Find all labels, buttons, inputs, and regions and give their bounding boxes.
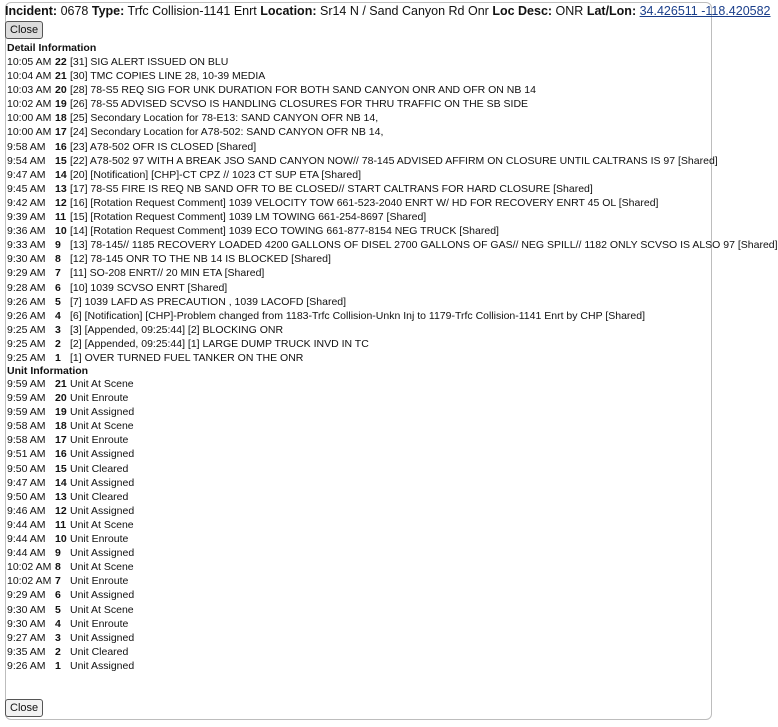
row-time: 9:59 AM (7, 378, 46, 390)
row-time: 9:30 AM (7, 253, 46, 266)
row-text: Unit At Scene (70, 561, 134, 574)
row-number: 12 (55, 504, 67, 517)
row-number: 22 (55, 56, 67, 68)
row-time: 10:05 AM (7, 56, 52, 68)
lat-lon-link[interactable]: 34.426511 -118.420582 (639, 4, 771, 18)
incident-number: 0678 (60, 4, 89, 18)
row-time: 9:47 AM (7, 168, 46, 181)
detail-row (7, 323, 778, 337)
detail-row (7, 266, 778, 280)
row-text: Unit Cleared (70, 645, 129, 658)
row-time: 9:58 AM (7, 434, 46, 447)
row-number: 8 (55, 561, 61, 574)
row-number: 21 (55, 70, 67, 83)
row-time: 9:42 AM (7, 196, 46, 209)
row-time: 9:25 AM (7, 351, 46, 364)
row-number: 16 (55, 140, 67, 153)
row-number: 21 (55, 378, 67, 390)
row-text: [3] [Appended, 09:25:44] [2] BLOCKING ONR (70, 323, 284, 336)
row-text: [17] 78-S5 FIRE IS REQ NB SAND OFR TO BE CLOSED// START CALTRANS FOR HARD CLOSURE [Shared] (70, 182, 593, 195)
row-number: 6 (55, 589, 61, 602)
row-text: Unit Assigned (70, 504, 135, 517)
row-time: 10:00 AM (7, 126, 52, 139)
detail-information-list (7, 55, 778, 365)
unit-row (7, 462, 134, 476)
row-time: 9:54 AM (7, 154, 46, 167)
row-text: [6] [Notification] [CHP]-Problem changed from 1183-Trfc Collision-Unkn Inj to 1179-Trfc Collision-1141 Enrt by CHP [Shared] (70, 309, 646, 322)
row-text: [1] OVER TURNED FUEL TANKER ON THE ONR (70, 351, 304, 364)
row-text: [28] 78-S5 REQ SIG FOR UNK DURATION FOR BOTH SAND CANYON ONR AND OFR ON NB 14 (70, 84, 536, 97)
row-number: 6 (55, 281, 61, 294)
row-time: 10:04 AM (7, 70, 52, 83)
detail-row (7, 295, 778, 309)
row-number: 1 (55, 351, 61, 364)
row-time: 9:50 AM (7, 490, 46, 503)
row-number: 4 (55, 617, 61, 630)
row-time: 9:47 AM (7, 476, 46, 489)
detail-row (7, 224, 778, 238)
loc-desc-value: ONR (555, 4, 584, 18)
unit-row (7, 560, 134, 574)
row-number: 14 (55, 476, 67, 489)
close-button-bottom[interactable]: Close (5, 699, 43, 717)
detail-row (7, 83, 778, 97)
detail-row (7, 154, 778, 168)
row-number: 18 (55, 112, 67, 125)
row-number: 14 (55, 168, 67, 181)
row-text: [12] 78-145 ONR TO THE NB 14 IS BLOCKED [Shared] (70, 253, 331, 266)
unit-row (7, 532, 134, 546)
row-text: Unit Assigned (70, 589, 135, 602)
row-number: 16 (55, 448, 67, 461)
row-number: 17 (55, 434, 67, 447)
unit-row (7, 518, 134, 532)
location-label: Location: (260, 4, 317, 18)
row-number: 3 (55, 323, 61, 336)
row-number: 7 (55, 267, 61, 280)
row-text: [31] SIG ALERT ISSUED ON BLU (70, 56, 229, 68)
row-number: 20 (55, 392, 67, 405)
row-time: 9:45 AM (7, 182, 46, 195)
row-text: Unit At Scene (70, 420, 134, 433)
row-number: 13 (55, 490, 67, 503)
row-number: 15 (55, 462, 67, 475)
row-number: 5 (55, 603, 61, 616)
row-text: Unit Enroute (70, 575, 129, 588)
row-time: 9:51 AM (7, 448, 46, 461)
detail-row (7, 196, 778, 210)
row-text: [10] 1039 SCVSO ENRT [Shared] (70, 281, 228, 294)
row-time: 9:44 AM (7, 533, 46, 546)
row-time: 9:33 AM (7, 239, 46, 252)
row-text: [24] Secondary Location for A78-502: SAND CANYON OFR NB 14, (70, 126, 384, 139)
row-text: [22] A78-502 97 WITH A BREAK JSO SAND CANYON NOW// 78-145 ADVISED AFFIRM ON CLOSURE UNTIL CALTRANS IS 97 [Shared] (70, 154, 718, 167)
lat-lon-label: Lat/Lon: (586, 4, 637, 18)
row-number: 3 (55, 631, 61, 644)
detail-row (7, 140, 778, 154)
row-text: Unit At Scene (70, 378, 134, 390)
row-number: 4 (55, 309, 61, 322)
row-text: [20] [Notification] [CHP]-CT CPZ // 1023 CT SUP ETA [Shared] (70, 168, 362, 181)
incident-type: Trfc Collision-1141 Enrt (127, 4, 257, 18)
row-time: 9:44 AM (7, 547, 46, 560)
row-time: 10:02 AM (7, 575, 52, 588)
row-time: 9:58 AM (7, 420, 46, 433)
row-time: 9:29 AM (7, 267, 46, 280)
unit-row (7, 504, 134, 518)
row-text: Unit Enroute (70, 434, 129, 447)
row-time: 9:30 AM (7, 617, 46, 630)
detail-row (7, 111, 778, 125)
row-number: 7 (55, 575, 61, 588)
row-text: [7] 1039 LAFD AS PRECAUTION , 1039 LACOFD [Shared] (70, 295, 347, 308)
row-time: 9:59 AM (7, 406, 46, 419)
unit-row (7, 433, 134, 447)
unit-row (7, 645, 134, 659)
detail-row (7, 309, 778, 323)
row-text: [26] 78-S5 ADVISED SCVSO IS HANDLING CLOSURES FOR THRU TRAFFIC ON THE SB SIDE (70, 98, 529, 111)
row-text: [15] [Rotation Request Comment] 1039 LM TOWING 661-254-8697 [Shared] (70, 211, 427, 224)
row-number: 18 (55, 420, 67, 433)
unit-row (7, 476, 134, 490)
row-text: Unit At Scene (70, 518, 134, 531)
row-time: 9:26 AM (7, 295, 46, 308)
row-number: 1 (55, 659, 61, 672)
unit-information-heading: Unit Information (7, 365, 89, 377)
unit-row (7, 490, 134, 504)
row-number: 12 (55, 196, 67, 209)
row-number: 13 (55, 182, 67, 195)
row-number: 5 (55, 295, 61, 308)
row-text: [14] [Rotation Request Comment] 1039 ECO TOWING 661-877-8154 NEG TRUCK [Shared] (70, 225, 499, 238)
unit-information-list (7, 377, 134, 673)
detail-row (7, 182, 778, 196)
unit-row (7, 391, 134, 405)
detail-row (7, 168, 778, 182)
unit-row (7, 574, 134, 588)
detail-row (7, 125, 778, 139)
row-number: 17 (55, 126, 67, 139)
unit-row (7, 546, 134, 560)
unit-row (7, 617, 134, 631)
row-time: 9:26 AM (7, 309, 46, 322)
row-number: 2 (55, 337, 61, 350)
detail-row (7, 210, 778, 224)
row-number: 10 (55, 225, 67, 238)
row-time: 10:02 AM (7, 98, 52, 111)
incident-header (5, 2, 771, 20)
type-label: Type: (91, 4, 125, 18)
row-number: 19 (55, 406, 67, 419)
incident-location: Sr14 N / Sand Canyon Rd Onr (319, 4, 489, 18)
row-time: 10:03 AM (7, 84, 52, 97)
row-text: Unit Assigned (70, 476, 135, 489)
row-time: 9:29 AM (7, 589, 46, 602)
row-time: 9:25 AM (7, 337, 46, 350)
incident-label: Incident: (5, 4, 58, 18)
row-number: 11 (55, 518, 67, 531)
row-time: 9:36 AM (7, 225, 46, 238)
detail-row (7, 238, 778, 252)
row-time: 9:44 AM (7, 518, 46, 531)
row-text: [23] A78-502 OFR IS CLOSED [Shared] (70, 140, 257, 153)
row-text: [25] Secondary Location for 78-E13: SAND CANYON OFR NB 14, (70, 112, 379, 125)
row-number: 9 (55, 239, 61, 252)
row-text: Unit Enroute (70, 617, 129, 630)
detail-row (7, 55, 778, 69)
row-text: Unit Assigned (70, 448, 135, 461)
row-time: 9:46 AM (7, 504, 46, 517)
close-button-top[interactable]: Close (5, 21, 43, 39)
unit-row (7, 419, 134, 433)
row-time: 9:59 AM (7, 392, 46, 405)
row-text: [30] TMC COPIES LINE 28, 10-39 MEDIA (70, 70, 266, 83)
row-time: 9:30 AM (7, 603, 46, 616)
detail-row (7, 351, 778, 365)
row-time: 9:39 AM (7, 211, 46, 224)
row-text: Unit Enroute (70, 533, 129, 546)
detail-row (7, 97, 778, 111)
row-text: [13] 78-145// 1185 RECOVERY LOADED 4200 GALLONS OF DISEL 2700 GALLONS OF GAS// NEG SPILL// 1182 ONLY SCVSO IS ALSO 97 [Shared] (70, 239, 778, 252)
row-text: Unit Cleared (70, 490, 129, 503)
unit-row (7, 659, 134, 673)
row-time: 10:00 AM (7, 112, 52, 125)
loc-desc-label: Loc Desc: (492, 4, 553, 18)
row-number: 8 (55, 253, 61, 266)
row-text: Unit Enroute (70, 392, 129, 405)
row-text: [16] [Rotation Request Comment] 1039 VELOCITY TOW 661-523-2040 ENRT W/ HD FOR RECOVERY ENRT 45 OL [Shared] (70, 196, 659, 209)
detail-row (7, 281, 778, 295)
detail-information-heading: Detail Information (7, 42, 97, 54)
row-text: Unit Cleared (70, 462, 129, 475)
row-text: [2] [Appended, 09:25:44] [1] LARGE DUMP TRUCK INVD IN TC (70, 337, 369, 350)
row-time: 9:35 AM (7, 645, 46, 658)
unit-row (7, 405, 134, 419)
row-time: 10:02 AM (7, 561, 52, 574)
detail-row (7, 252, 778, 266)
row-number: 20 (55, 84, 67, 97)
row-text: Unit Assigned (70, 547, 135, 560)
row-number: 15 (55, 154, 67, 167)
row-text: [11] SO-208 ENRT// 20 MIN ETA [Shared] (70, 267, 265, 280)
row-number: 10 (55, 533, 67, 546)
row-number: 9 (55, 547, 61, 560)
row-number: 19 (55, 98, 67, 111)
unit-row (7, 588, 134, 602)
row-time: 9:58 AM (7, 140, 46, 153)
unit-row (7, 631, 134, 645)
row-text: Unit Assigned (70, 406, 135, 419)
row-text: Unit At Scene (70, 603, 134, 616)
row-time: 9:50 AM (7, 462, 46, 475)
unit-row (7, 377, 134, 391)
detail-row (7, 337, 778, 351)
row-text: Unit Assigned (70, 631, 135, 644)
row-time: 9:28 AM (7, 281, 46, 294)
row-text: Unit Assigned (70, 659, 135, 672)
row-time: 9:26 AM (7, 659, 46, 672)
row-number: 2 (55, 645, 61, 658)
row-time: 9:27 AM (7, 631, 46, 644)
unit-row (7, 603, 134, 617)
detail-row (7, 69, 778, 83)
row-time: 9:25 AM (7, 323, 46, 336)
row-number: 11 (55, 211, 67, 224)
unit-row (7, 447, 134, 461)
